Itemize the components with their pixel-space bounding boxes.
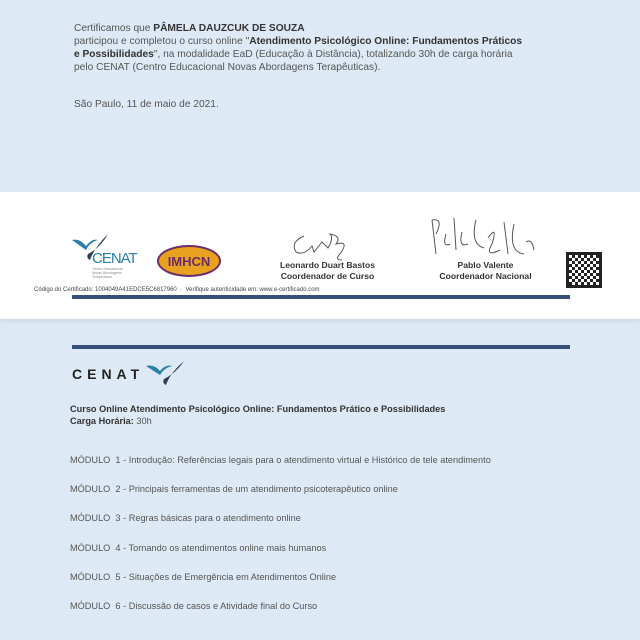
module-item: MÓDULO 1 - Introdução: Referências legais para o atendimento virtual e Histórico de tele atendimento [70, 455, 491, 465]
module-item: MÓDULO 5 - Situações de Emergência em Atendimentos Online [70, 571, 337, 582]
course-name-cont: e Possibilidades [74, 49, 154, 60]
divider-bar [72, 295, 570, 299]
verify-link[interactable]: Verifique autenticidade em: www.e-certificado.com [185, 287, 320, 293]
text: ", na modalidade EaD (Educação à Distância), totalizando 30h de carga horária [153, 49, 513, 60]
hours-label: Carga Horária: [70, 415, 134, 426]
cenat-logo [70, 234, 140, 278]
course-title: Curso Online Atendimento Psicológico Online: Fundamentos Prático e Possibilidades [70, 404, 446, 414]
cenat-logo-back: CENAT [72, 366, 145, 382]
signer-2-name: Pablo Valente [457, 260, 514, 270]
imhcn-logo: IMHCN [157, 245, 221, 277]
signer-1-role: Coordenador de Curso [280, 271, 375, 281]
qr-code[interactable] [566, 252, 602, 288]
cenat-bird-icon [146, 361, 186, 385]
certificate-code-line [34, 287, 320, 293]
module-item: MÓDULO 3 - Regras básicas para o atendimento online [70, 513, 301, 524]
module-list [70, 437, 491, 630]
separator: · [180, 287, 183, 293]
hours-value: 30h [133, 415, 152, 426]
course-name: Atendimento Psicológico Online: Fundamentos Práticos [249, 36, 523, 47]
place-date: São Paulo, 11 de maio de 2021. [74, 99, 219, 110]
signature-2 [428, 214, 536, 264]
module-item: MÓDULO 6 - Discussão de casos e Atividade final do Curso [70, 601, 318, 612]
cenat-logo-text: CENAT [92, 250, 137, 267]
module-item: MÓDULO 4 - Tornando os atendimentos online mais humanos [70, 542, 327, 553]
signature-1 [290, 230, 360, 262]
module-item: MÓDULO 2 - Principais ferramentas de um atendimento psicoterapêutico online [70, 484, 398, 495]
intro-text: Certificamos que [74, 23, 154, 34]
signer-1-name: Leonardo Duart Bastos [279, 260, 376, 270]
divider-bar-top [72, 345, 570, 349]
signer-2-role: Coordenador Nacional [439, 271, 532, 281]
text: pelo CENAT (Centro Educacional Novas Abordagens Terapêuticas). [74, 62, 381, 73]
recipient-name: PÂMELA DAUZCUK DE SOUZA [153, 23, 305, 34]
certificate-text [74, 22, 522, 74]
certificate-code: Código do Certificado: 1004049A41EDCE5C6817960 [34, 287, 177, 293]
text: participou e completou o curso online " [74, 36, 250, 47]
cenat-logo-sub: Centro Educacional Novas Abordagens Terapêuticas [92, 267, 123, 279]
